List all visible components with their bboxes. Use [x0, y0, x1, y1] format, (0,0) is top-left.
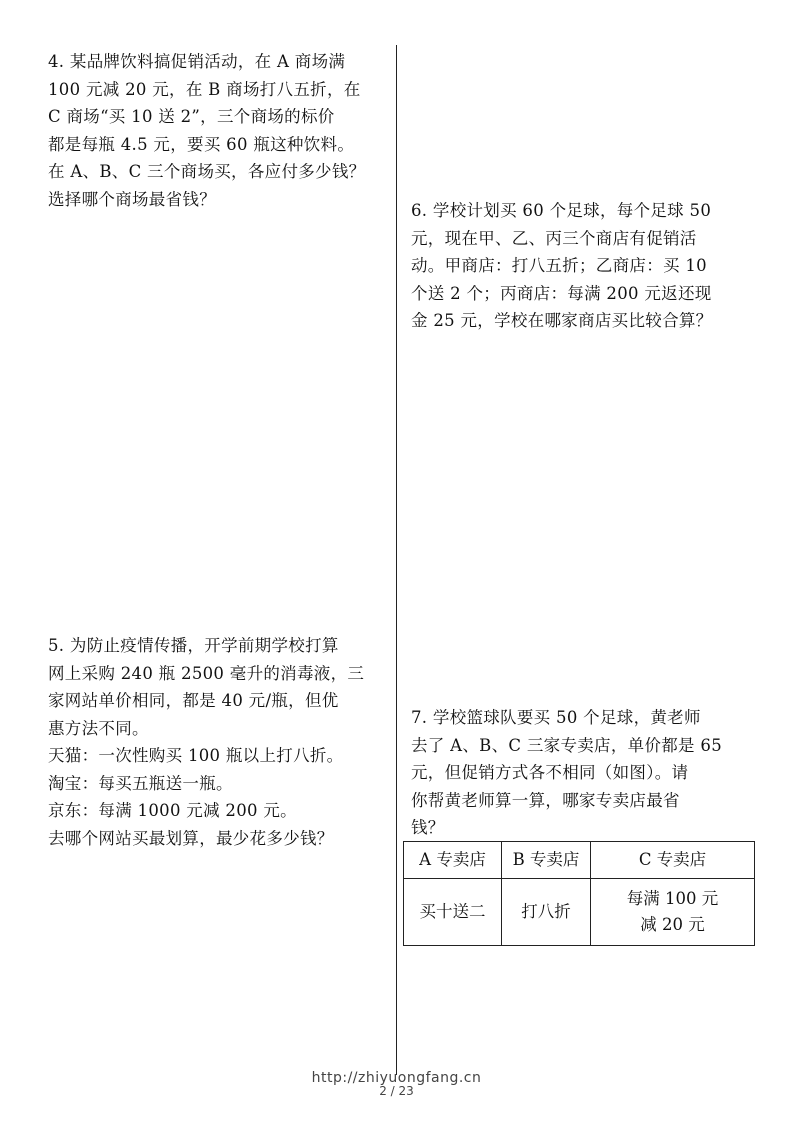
problem-line: 在 A、B、C 三个商场买，各应付多少钱？	[48, 162, 366, 181]
problem-line: 你帮黄老师算一算，哪家专卖店最省	[411, 790, 680, 810]
problem-line: 个送 2 个；丙商店：每满 200 元返还现	[411, 283, 712, 303]
problem-7	[411, 704, 756, 842]
problem-line: 网上采购 240 瓶 2500 毫升的消毒液，三	[48, 663, 365, 683]
problem-line: C 商场“买 10 送 2”，三个商场的标价	[48, 107, 335, 126]
problem-line: 4. 某品牌饮料搞促销活动，在 A 商场满	[48, 52, 346, 71]
problem-line: 元，现在甲、乙、丙三个商店有促销活	[411, 228, 697, 248]
problem-line: 5. 为防止疫情传播，开学前期学校打算	[48, 636, 339, 655]
problem-line: 京东：每满 1000 元减 200 元。	[48, 801, 297, 820]
column-divider	[396, 45, 397, 1075]
problem-line: 家网站单价相同，都是 40 元/瓶，但优	[48, 691, 339, 710]
problem-line: 惠方法不同。	[48, 718, 149, 738]
offer-store-c-line-2: 减 20 元	[640, 915, 705, 934]
header-store-b: B 专卖店	[502, 842, 591, 879]
offer-store-c-line-1: 每满 100 元	[626, 889, 719, 908]
page-number: 2 / 23	[379, 1084, 414, 1098]
problem-6	[411, 197, 756, 335]
table-header-row	[404, 842, 755, 879]
problem-5	[48, 632, 393, 852]
problem-line: 淘宝：每买五瓶送一瓶。	[48, 773, 233, 793]
problem-line: 7. 学校篮球队要买 50 个足球，黄老师	[411, 708, 701, 727]
offer-store-b: 打八折	[502, 879, 591, 946]
store-offer-table	[403, 841, 755, 946]
offer-store-c	[591, 879, 755, 946]
footer-url: http://zhiyuongfang.cn	[311, 1070, 482, 1086]
table-row	[404, 879, 755, 946]
problem-line: 都是每瓶 4.5 元，要买 60 瓶这种饮料。	[48, 134, 355, 154]
problem-line: 元，但促销方式各不相同（如图）。请	[411, 763, 689, 782]
problem-4	[48, 48, 393, 213]
header-store-a: A 专卖店	[404, 842, 502, 879]
header-store-c: C 专卖店	[591, 842, 755, 879]
problem-line: 钱？	[411, 818, 445, 837]
problem-line: 100 元减 20 元，在 B 商场打八五折，在	[48, 79, 361, 99]
problem-line: 选择哪个商场最省钱？	[48, 189, 216, 209]
problem-line: 金 25 元，学校在哪家商店买比较合算？	[411, 311, 713, 330]
problem-line: 天猫：一次性购买 100 瓶以上打八折。	[48, 746, 344, 765]
problem-line: 6. 学校计划买 60 个足球，每个足球 50	[411, 201, 712, 220]
problem-line: 去了 A、B、C 三家专卖店，单价都是 65	[411, 735, 722, 755]
problem-line: 动。甲商店：打八五折；乙商店：买 10	[411, 256, 707, 275]
problem-line: 去哪个网站买最划算，最少花多少钱？	[48, 828, 334, 848]
offer-store-a: 买十送二	[404, 879, 502, 946]
